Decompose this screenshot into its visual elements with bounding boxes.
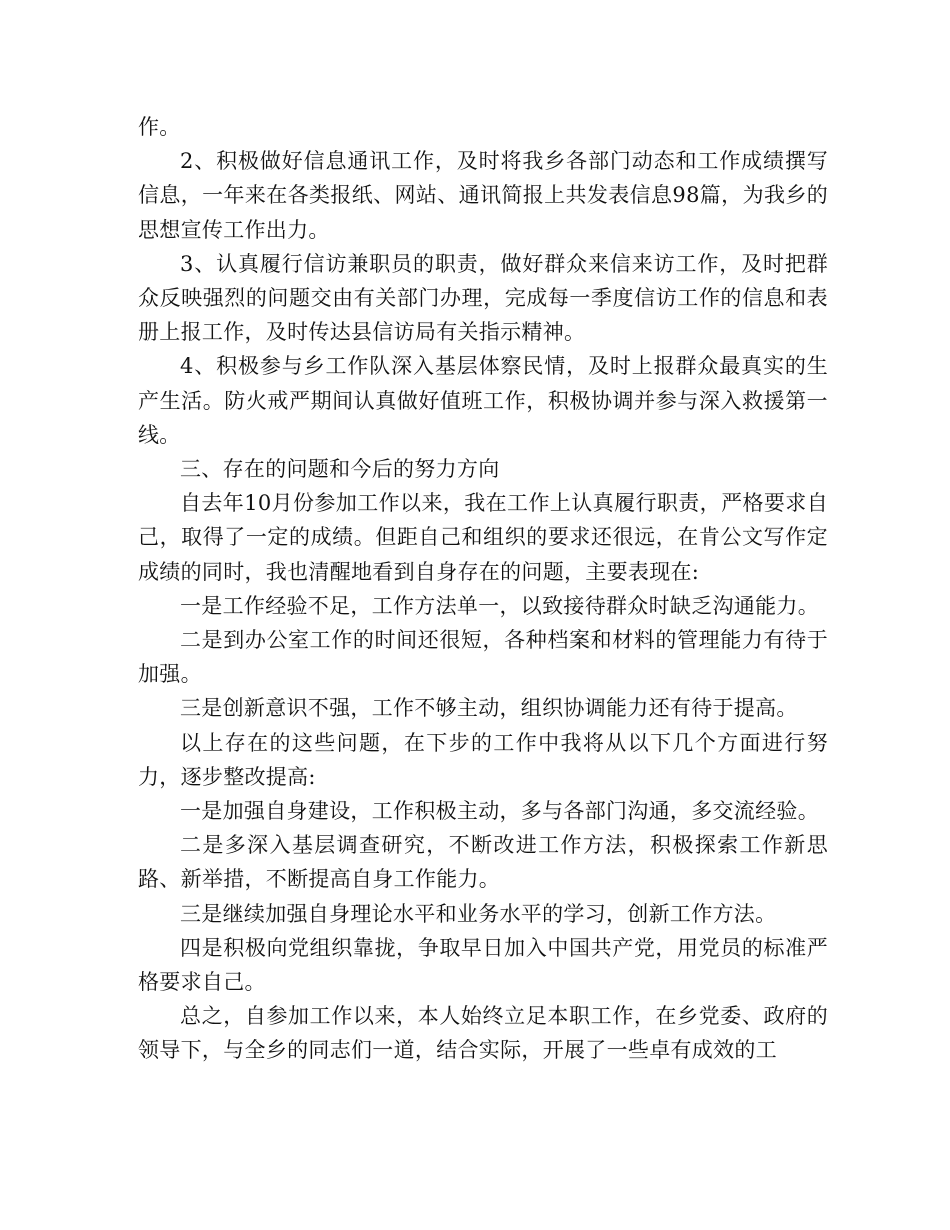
paragraph-13: 四是积极向党组织靠拢，争取早日加入中国共产党，用党员的标准严格要求自己。 xyxy=(138,935,828,995)
paragraph-2: 3、认真履行信访兼职员的职责，做好群众来信来访工作，及时把群众反映强烈的问题交由有关部门办理，完成每一季度信访工作的信息和表册上报工作，及时传达县信访局有关指示精神。 xyxy=(138,251,828,345)
paragraph-3: 4、积极参与乡工作队深入基层体察民情，及时上报群众最真实的生产生活。防火戒严期间认真做好值班工作，积极协调并参与深入救援第一线。 xyxy=(138,354,828,447)
paragraph-6: 一是工作经验不足，工作方法单一，以致接待群众时缺乏沟通能力。 xyxy=(180,593,819,618)
document-body xyxy=(138,110,828,1068)
paragraph-0: 作。 xyxy=(138,115,181,139)
paragraph-9: 以上存在的这些问题，在下步的工作中我将从以下几个方面进行努力，逐步整改提高: xyxy=(138,730,828,789)
paragraph-11: 二是多深入基层调查研究，不断改进工作方法，积极探索工作新思路、新举措，不断提高自身工作能力。 xyxy=(138,833,828,892)
paragraph-5: 自去年10月份参加工作以来，我在工作上认真履行职责，严格要求自己，取得了一定的成绩。但距自己和组织的要求还很远，在肯公文写作定成绩的同时，我也清醒地看到自身存在的问题，主要表现在: xyxy=(138,491,828,584)
paragraph-10: 一是加强自身建设，工作积极主动，多与各部门沟通，多交流经验。 xyxy=(180,799,819,824)
paragraph-7: 二是到办公室工作的时间还很短，各种档案和材料的管理能力有待于加强。 xyxy=(138,628,828,687)
paragraph-14: 总之，自参加工作以来，本人始终立足本职工作，在乡党委、政府的领导下，与全乡的同志们一道，结合实际，开展了一些卓有成效的工 xyxy=(138,1004,828,1063)
paragraph-1: 2、积极做好信息通讯工作，及时将我乡各部门动态和工作成绩撰写信息，一年来在各类报纸、网站、通讯简报上共发表信息98篇，为我乡的思想宣传工作出力。 xyxy=(138,149,828,242)
paragraph-12: 三是继续加强自身理论水平和业务水平的学习，创新工作方法。 xyxy=(180,901,777,926)
section-heading: 三、存在的问题和今后的努力方向 xyxy=(180,457,500,482)
paragraph-8: 三是创新意识不强，工作不够主动，组织协调能力还有待于提高。 xyxy=(180,696,798,721)
